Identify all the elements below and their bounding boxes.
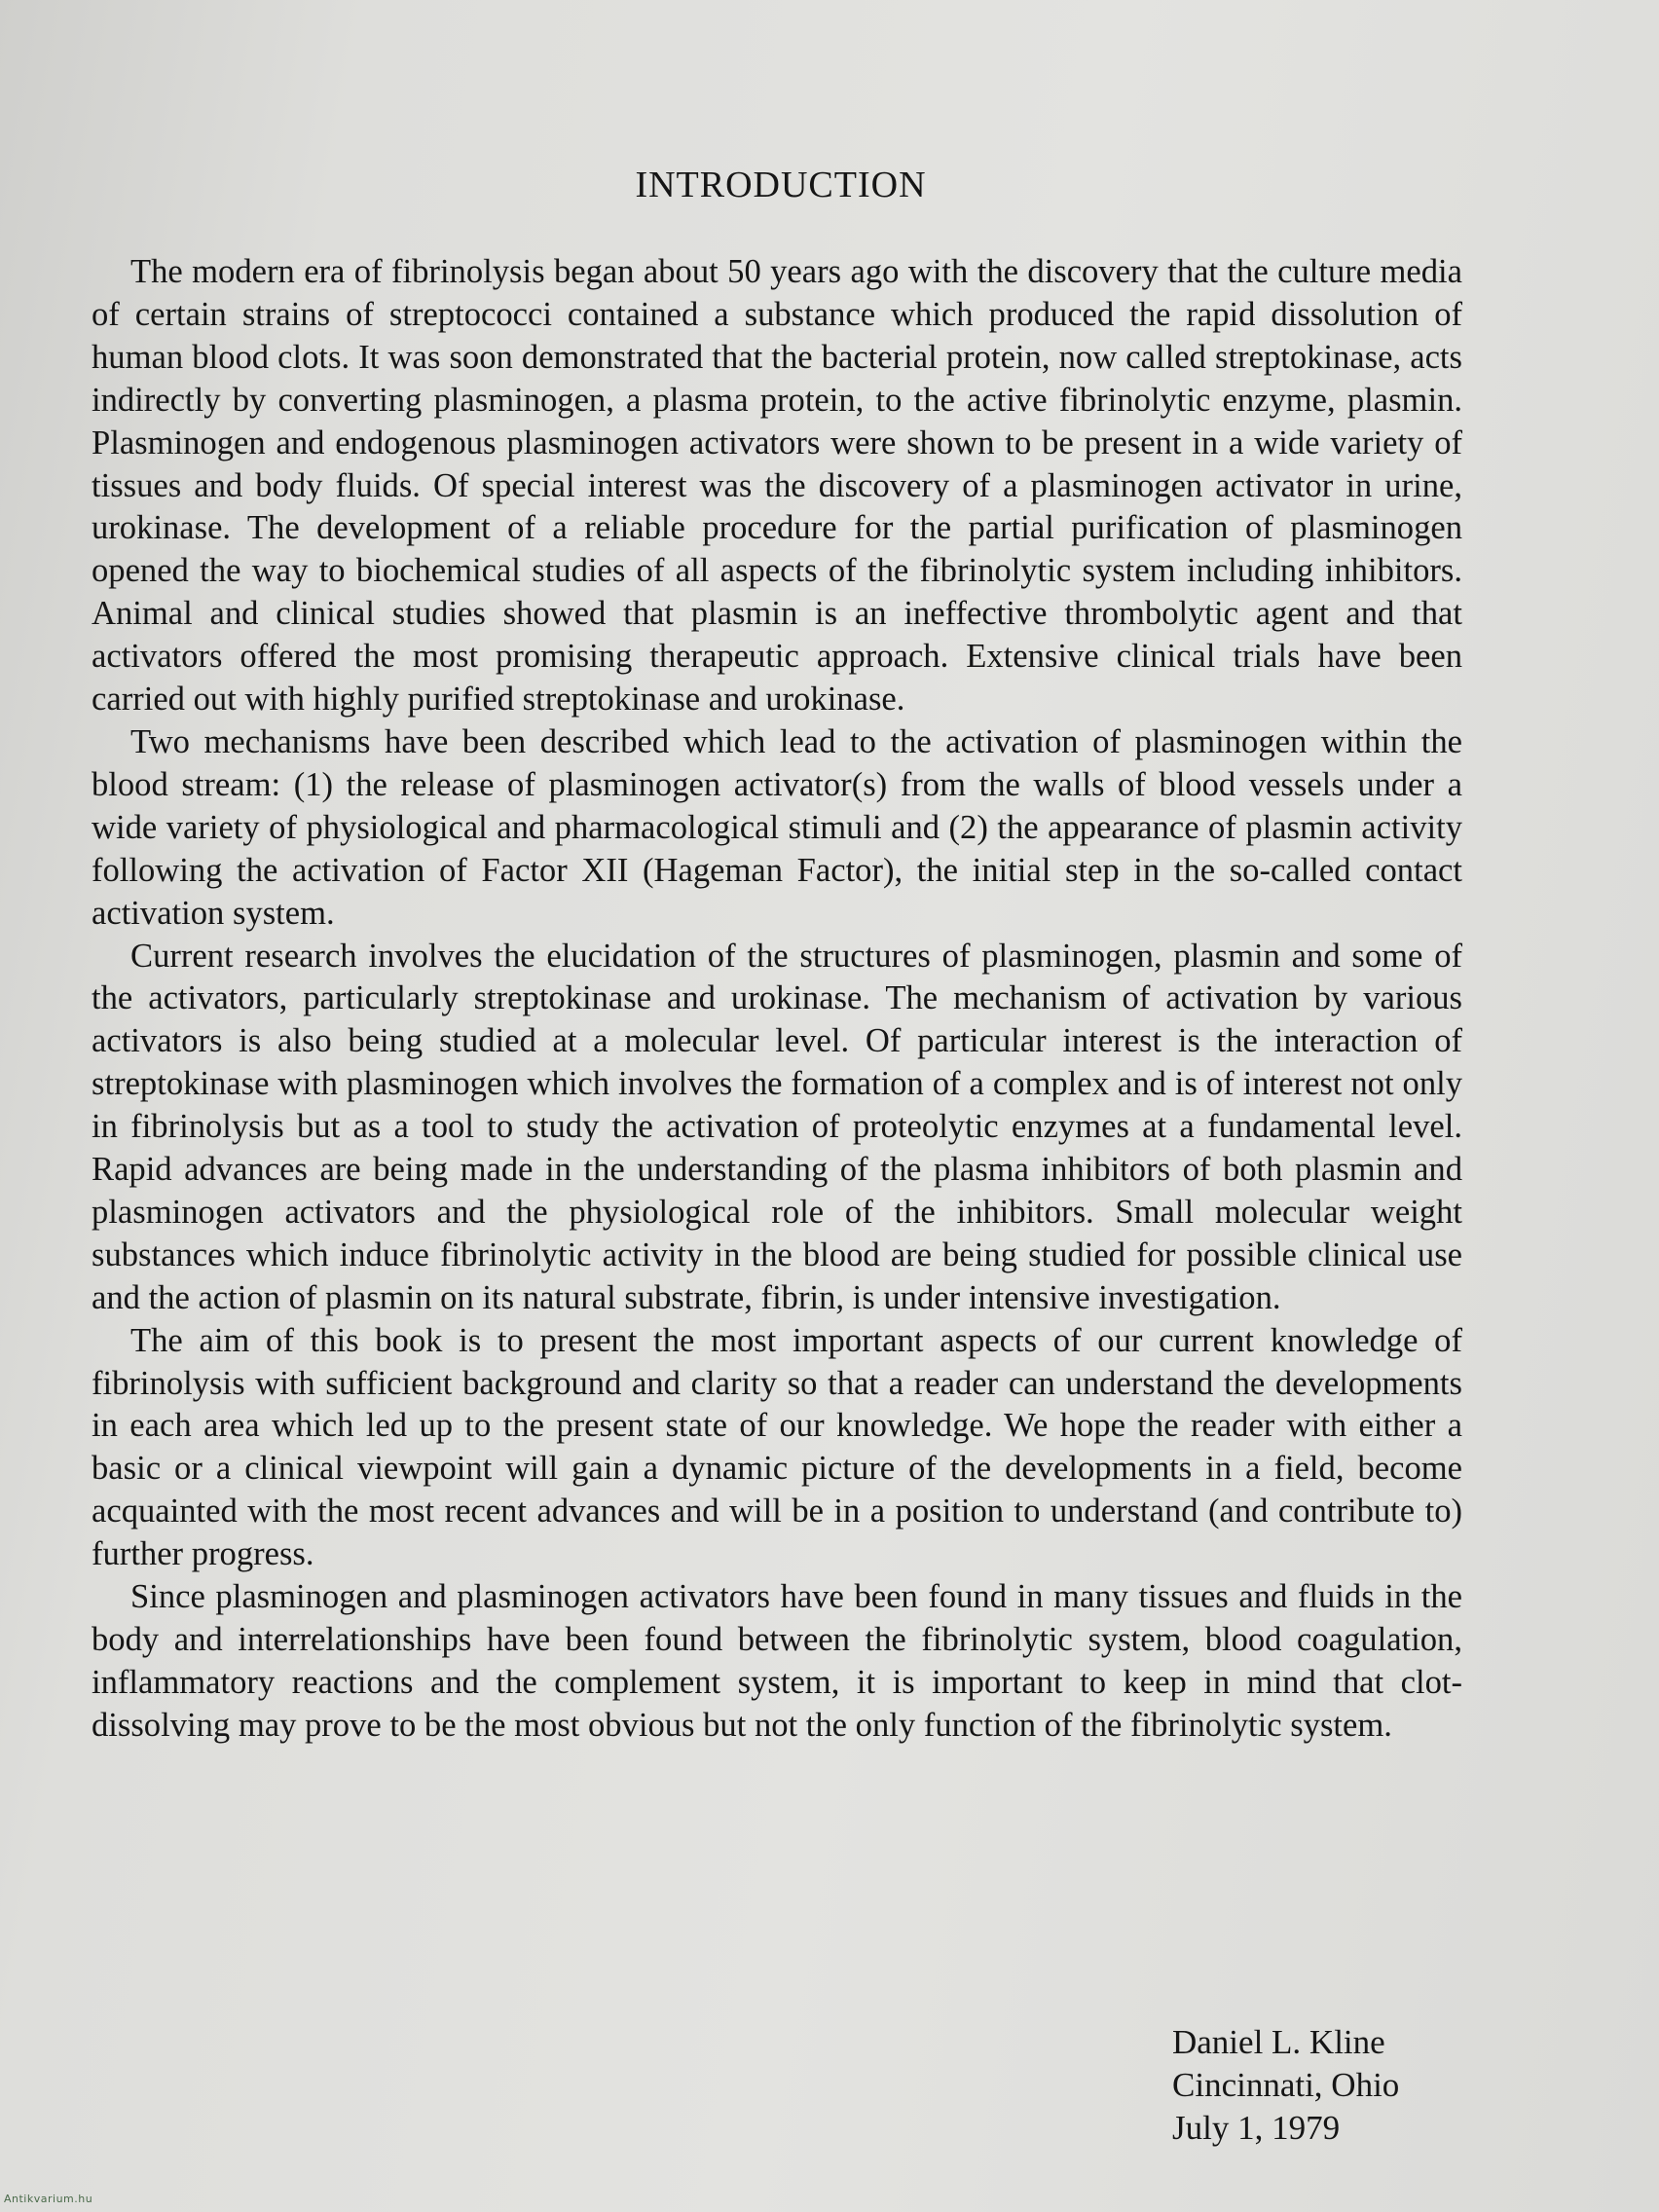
paragraph-5: Since plasminogen and plasminogen activators have been found in many tissues and fluids in the body and interrelationships have been found between the fibrinolytic system, blood coagulation, inflammatory reactions and the complement system, it is important to keep in mind that clot-dissolving may prove to be the most obvious but not the only function of the fibrinolytic system. — [92, 1578, 1462, 1744]
paragraph-2: Two mechanisms have been described which lead to the activation of plasminogen within the blood stream: (1) the release of plasminogen activator(s) from the walls of blood vessels under a wide variety of physiological and pharmacological stimuli and (2) the appearance of plasmin activity following the activation of Factor XII (Hageman Factor), the initial step in the so-called contact activation system. — [92, 722, 1462, 932]
paragraph-4: The aim of this book is to present the most important aspects of our current knowledge of fibrinolysis with sufficient background and clarity so that a reader can understand the developments in each area which led up to the present state of our knowledge. We hope the reader with either a basic or a clinical viewpoint will gain a dynamic picture of the developments in a field, become acquainted with the most recent advances and will be in a position to understand (and contribute to) further progress. — [92, 1321, 1462, 1573]
signature-place: Cincinnati, Ohio — [1172, 2066, 1400, 2104]
watermark: Antikvarium.hu — [4, 2193, 93, 2205]
paragraph-1: The modern era of fibrinolysis began about 50 years ago with the discovery that the culture media of certain strains of streptococci contained a substance which produced the rapid dissolution of human blood clots. It was soon demonstrated that the bacterial protein, now called streptokinase, acts indirectly by converting plasminogen, a plasma protein, to the active fibrinolytic enzyme, plasmin. Plasminogen and endogenous plasminogen activators were shown to be present in a wide variety of tissues and body fluids. Of special interest was the discovery of a plasminogen activator in urine, urokinase. The development of a reliable procedure for the partial purification of plasminogen opened the way to biochemical studies of all aspects of the fibrinolytic system including inhibitors. Animal and clinical studies showed that plasmin is an ineffective thrombolytic agent and that activators offered the most promising therapeutic approach. Extensive clinical trials have been carried out with highly purified streptokinase and urokinase. — [92, 253, 1462, 719]
signature-date: July 1, 1979 — [1172, 2109, 1341, 2147]
signature-name: Daniel L. Kline — [1172, 2023, 1385, 2061]
page-title: INTRODUCTION — [635, 165, 927, 205]
paragraph-3: Current research involves the elucidation of the structures of plasminogen, plasmin and some of the activators, particularly streptokinase and urokinase. The mechanism of activation by various activators is also being studied at a molecular level. Of particular interest is the interaction of streptokinase with plasminogen which involves the formation of a complex and is of interest not only in fibrinolysis but as a tool to study the activation of proteolytic enzymes at a fundamental level. Rapid advances are being made in the understanding of the plasma inhibitors of both plasmin and plasminogen activators and the physiological role of the inhibitors. Small molecular weight substances which induce fibrinolytic activity in the blood are being studied for possible clinical use and the action of plasmin on its natural substrate, fibrin, is under intensive investigation. — [92, 937, 1462, 1316]
body-text — [92, 251, 1462, 1748]
signature-block — [1172, 2021, 1399, 2150]
